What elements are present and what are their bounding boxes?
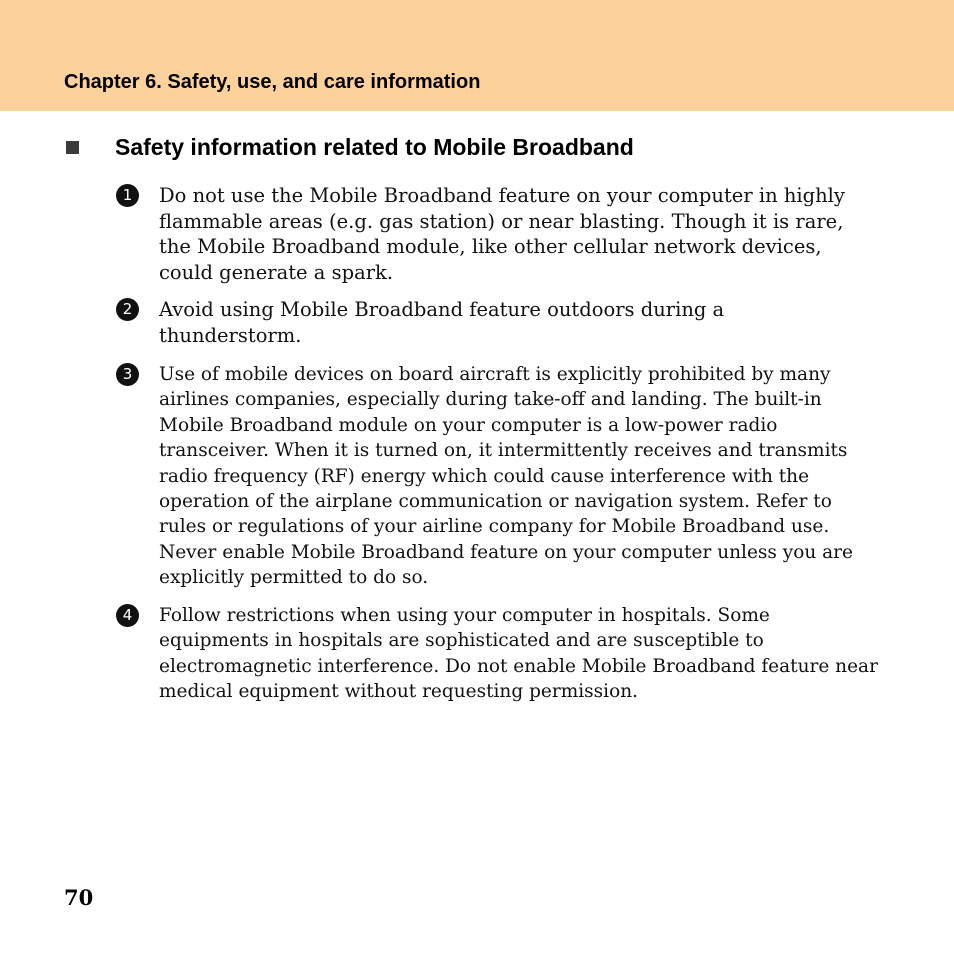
list-item-text: [159, 183, 859, 285]
section-heading: [66, 132, 634, 162]
square-bullet-icon: [66, 141, 79, 154]
list-item-3: [116, 362, 876, 591]
text-line: could generate a spark.: [159, 260, 394, 284]
list-item-2: [116, 297, 876, 348]
text-line: Do not use the Mobile Broadband feature on your computer in highly: [159, 184, 845, 207]
text-line: Use of mobile devices on board aircraft is explicitly prohibited by many: [159, 364, 831, 385]
number-1-icon: 1: [116, 184, 139, 207]
text-line: airlines companies, especially during take-off and landing. The built-in: [159, 389, 822, 411]
section-title: Safety information related to Mobile Broadband: [115, 134, 634, 160]
text-line: Follow restrictions when using your computer in hospitals. Some: [159, 605, 770, 626]
number-2-icon: 2: [116, 298, 139, 321]
page-number: 70: [64, 885, 94, 910]
text-line: thunderstorm.: [159, 323, 302, 347]
chapter-title: Chapter 6. Safety, use, and care information: [64, 71, 481, 93]
list-item-text: [159, 362, 859, 591]
text-line: medical equipment without requesting permission.: [159, 681, 639, 703]
list-item-text: [159, 603, 878, 705]
text-line: Never enable Mobile Broadband feature on your computer unless you are: [159, 541, 853, 563]
list-item-text: [159, 297, 859, 348]
text-line: operation of the airplane communication or navigation system. Refer to: [159, 491, 832, 513]
number-3-icon: 3: [116, 363, 139, 386]
text-line: radio frequency (RF) energy which could cause interference with the: [159, 465, 810, 487]
text-line: equipments in hospitals are sophisticated and are susceptible to: [159, 630, 764, 652]
list-item-1: [116, 183, 876, 285]
text-line: Mobile Broadband module on your computer is a low-power radio: [159, 414, 778, 436]
chapter-header-band: [0, 0, 954, 111]
text-line: explicitly permitted to do so.: [159, 567, 429, 589]
text-line: rules or regulations of your airline company for Mobile Broadband use.: [159, 516, 830, 538]
text-line: Avoid using Mobile Broadband feature outdoors during a: [159, 298, 725, 321]
number-4-icon: 4: [116, 604, 139, 627]
text-line: transceiver. When it is turned on, it intermittently receives and transmits: [159, 440, 848, 462]
text-line: electromagnetic interference. Do not enable Mobile Broadband feature near: [159, 655, 878, 677]
list-item-4: [116, 603, 876, 705]
text-line: flammable areas (e.g. gas station) or near blasting. Though it is rare,: [159, 209, 844, 233]
text-line: the Mobile Broadband module, like other cellular network devices,: [159, 235, 822, 258]
